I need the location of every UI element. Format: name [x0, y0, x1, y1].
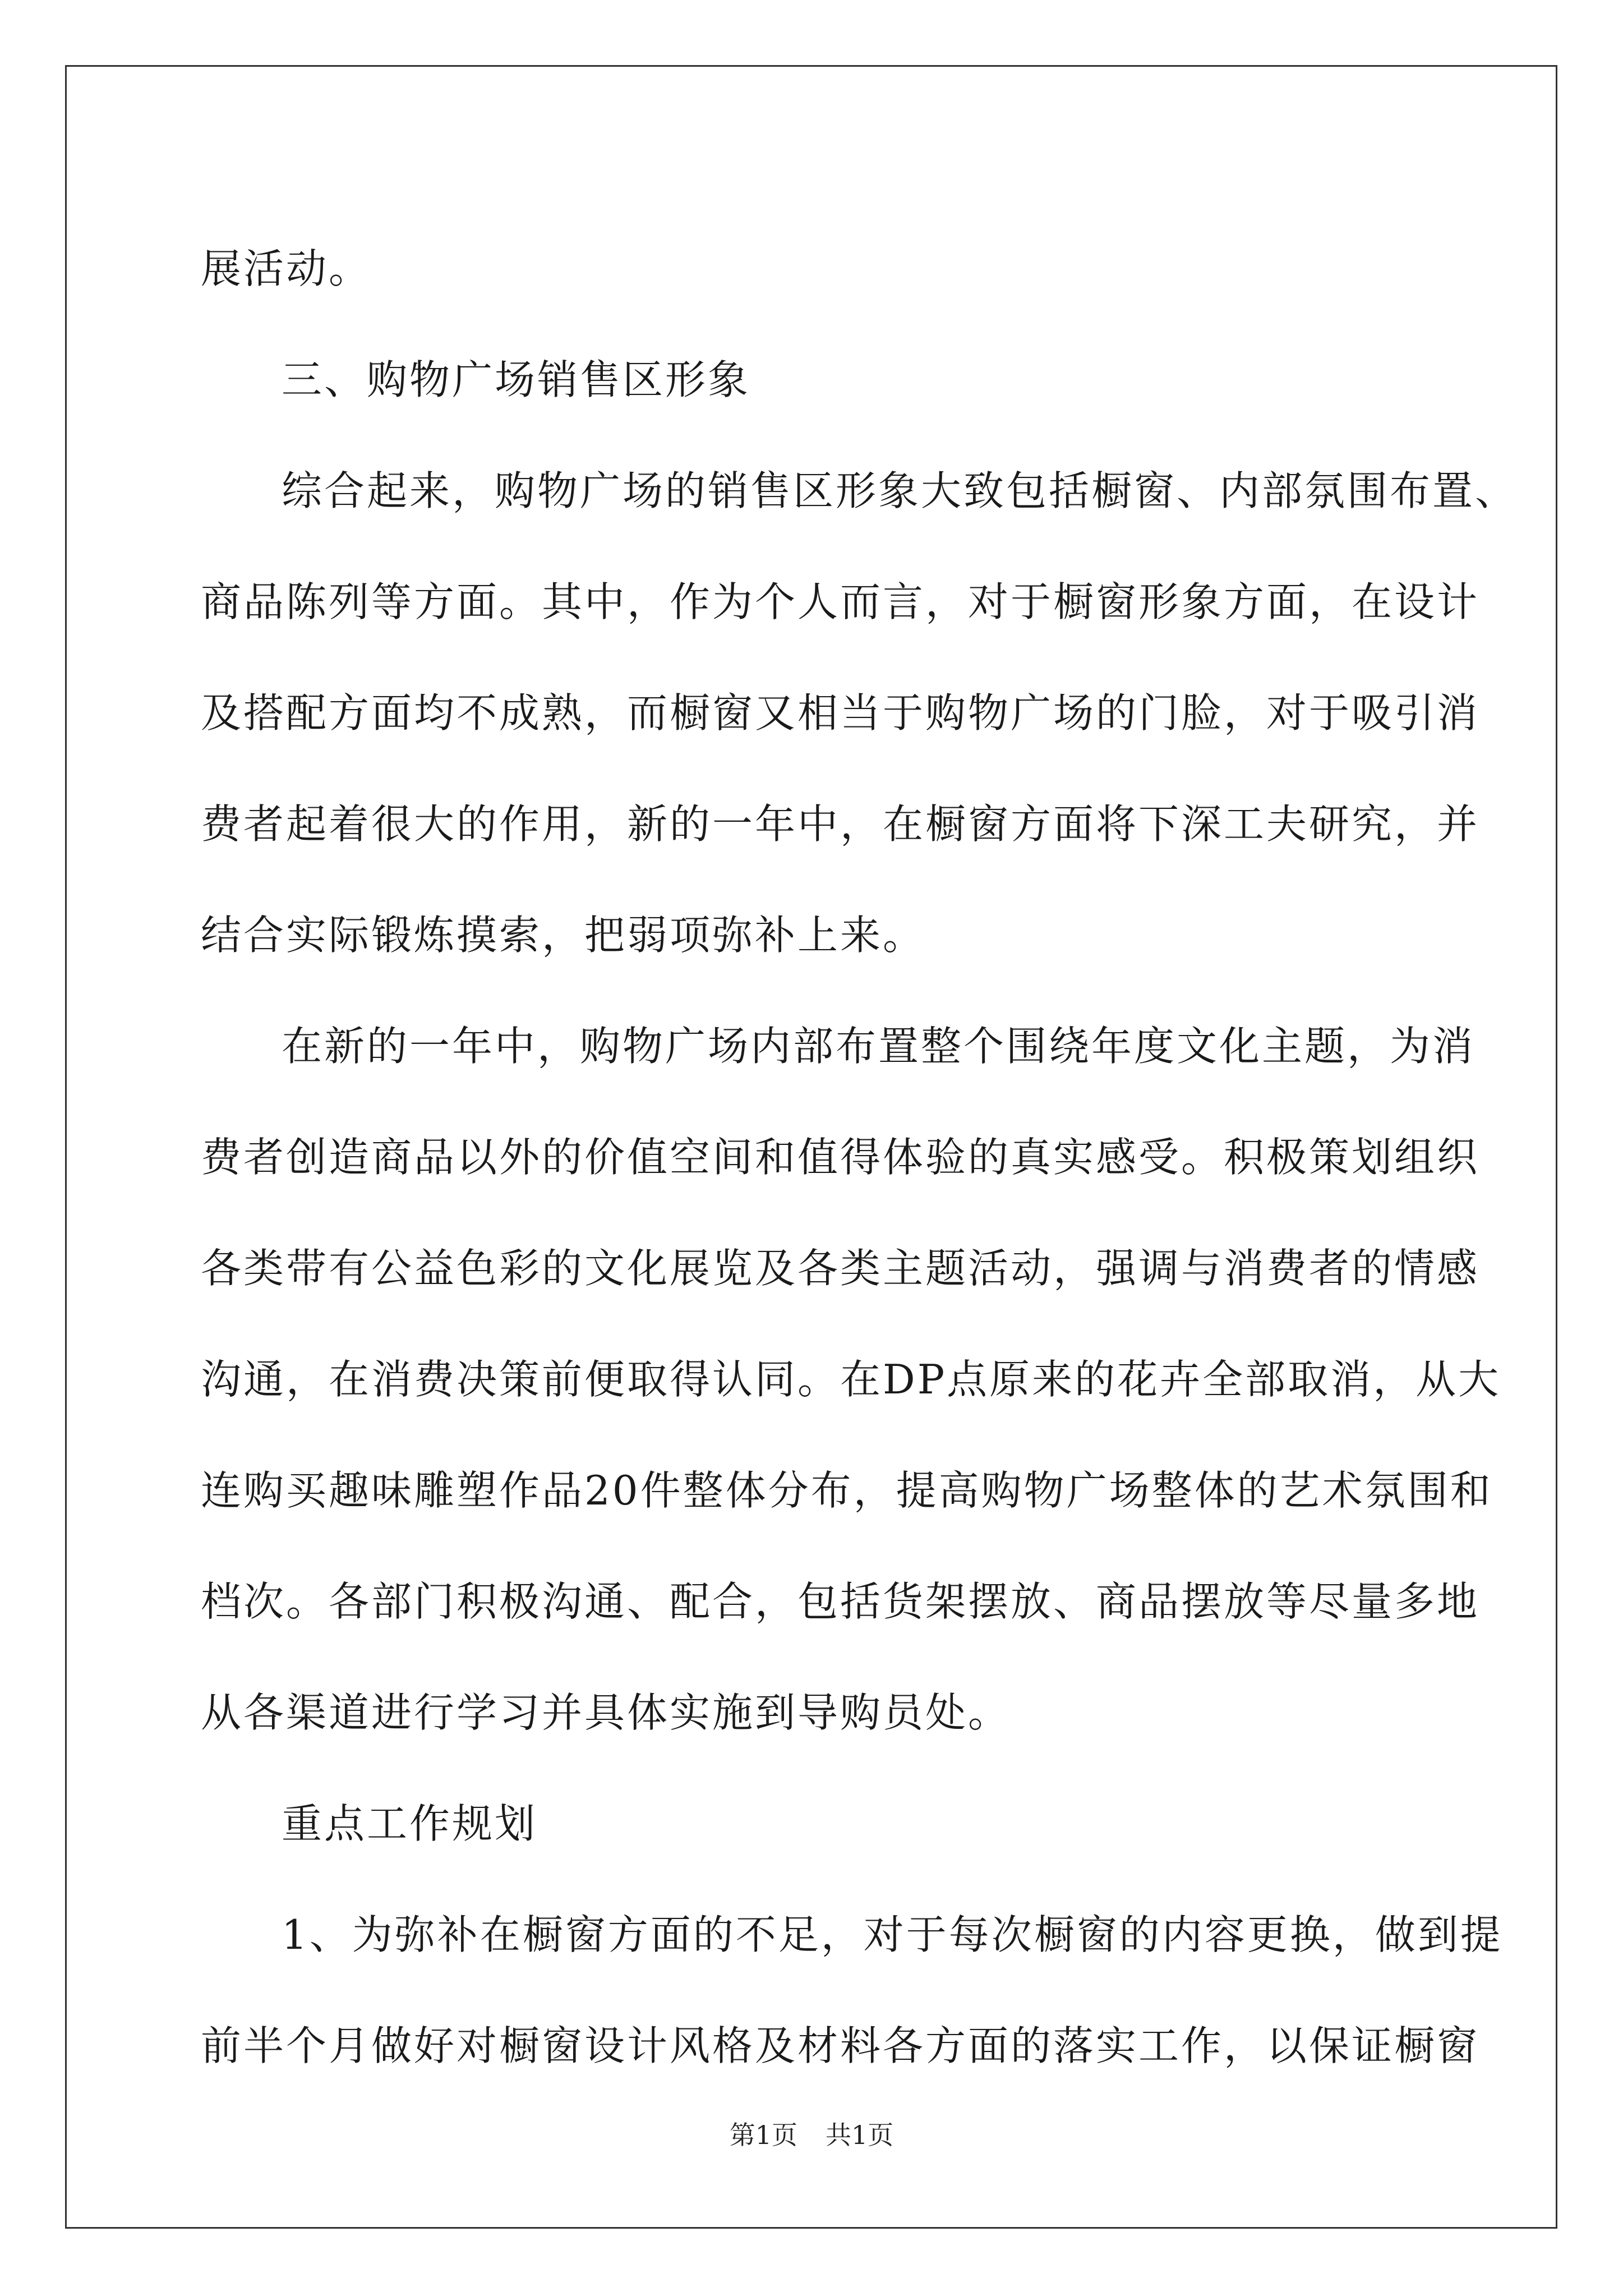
subsection-heading: 重点工作规划 [282, 1800, 538, 1847]
text-line-5: 及搭配方面均不成熟，而橱窗又相当于购物广场的门脸，对于吸引消 [201, 689, 1480, 737]
page-footer [0, 2115, 1623, 2152]
document-body [201, 213, 1518, 2101]
text-line-4: 商品陈列等方面。其中，作为个人而言，对于橱窗形象方面，在设计 [201, 578, 1480, 625]
text-line-6: 费者起着很大的作用，新的一年中，在橱窗方面将下深工夫研究，并 [201, 800, 1480, 848]
text-line-8: 在新的一年中，购物广场内部布置整个围绕年度文化主题，为消 [282, 1023, 1476, 1070]
text-line-3: 综合起来，购物广场的销售区形象大致包括橱窗、内部氛围布置、 [282, 467, 1518, 514]
text-line-14: 从各渠道进行学习并具体实施到导购员处。 [201, 1689, 1011, 1736]
page-number: 第1页 [729, 2120, 797, 2150]
text-line-7: 结合实际锻炼摸索，把弱项弥补上来。 [201, 912, 926, 959]
text-line-12: 连购买趣味雕塑作品20件整体分布，提高购物广场整体的艺术氛围和 [201, 1467, 1493, 1514]
section-heading: 三、购物广场销售区形象 [282, 356, 751, 403]
text-line-11: 沟通，在消费决策前便取得认同。在DP点原来的花卉全部取消，从大 [201, 1356, 1501, 1403]
page-total: 共1页 [826, 2120, 894, 2150]
text-line-16: 1、为弥补在橱窗方面的不足，对于每次橱窗的内容更换，做到提 [282, 1911, 1503, 1958]
text-line-13: 档次。各部门积极沟通、配合，包括货架摆放、商品摆放等尽量多地 [201, 1578, 1480, 1625]
text-line-9: 费者创造商品以外的价值空间和值得体验的真实感受。积极策划组织 [201, 1134, 1480, 1181]
text-line-10: 各类带有公益色彩的文化展览及各类主题活动，强调与消费者的情感 [201, 1245, 1480, 1292]
text-line-17: 前半个月做好对橱窗设计风格及材料各方面的落实工作，以保证橱窗 [201, 2022, 1480, 2069]
text-line-1: 展活动。 [201, 245, 372, 292]
